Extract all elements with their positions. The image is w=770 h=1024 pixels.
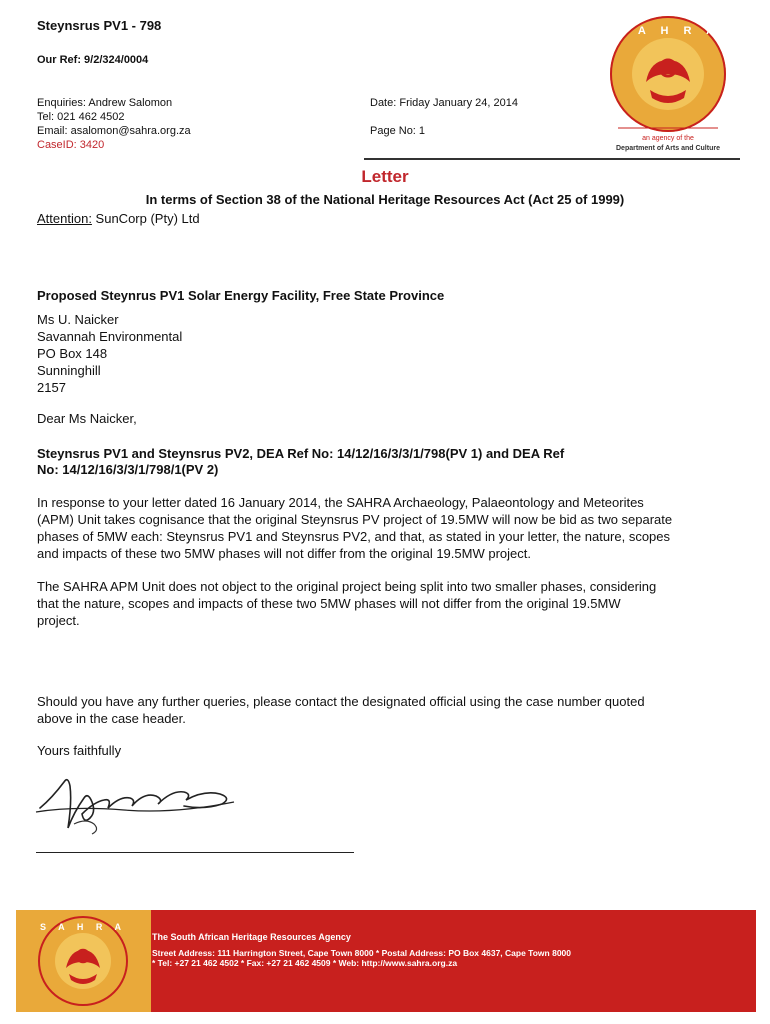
salutation: Dear Ms Naicker, <box>37 411 137 426</box>
logo-agency-line2: Department of Arts and Culture <box>616 145 720 152</box>
subject-line: Proposed Steynrus PV1 Solar Energy Facility, Free State Province <box>37 288 445 303</box>
footer-logo-letters: S A H R A <box>39 922 127 932</box>
telephone: Tel: 021 462 4502 <box>37 111 125 123</box>
signature <box>34 768 244 842</box>
address-line: PO Box 148 <box>37 346 108 361</box>
attention-line <box>37 211 200 227</box>
footer-contact: * Tel: +27 21 462 4502 * Fax: +27 21 462 4509 * Web: http://www.sahra.org.za <box>152 958 458 968</box>
recipient-address <box>37 311 182 396</box>
attention-value: SunCorp (Pty) Ltd <box>91 211 200 226</box>
header-divider <box>364 158 740 160</box>
footer-logo <box>16 910 151 1012</box>
paragraph-line: and impacts of these two 5MW phases will not differ from the original 19.5MW project. <box>37 546 531 561</box>
attention-label: Attention: <box>37 211 92 226</box>
paragraph-line: The SAHRA APM Unit does not object to the original project being split into two smaller phases, considering <box>37 579 657 594</box>
letter-heading: Letter <box>361 167 409 186</box>
paragraph-2 <box>37 578 656 629</box>
signature-icon <box>34 768 244 842</box>
address-line: 2157 <box>37 380 66 395</box>
enquiries: Enquiries: Andrew Salomon <box>37 97 173 109</box>
reference-line-2: No: 14/12/16/3/3/1/798/1(PV 2) <box>37 462 219 477</box>
email: Email: asalomon@sahra.org.za <box>37 125 191 137</box>
footer-agency: The South African Heritage Resources Agency <box>152 932 351 942</box>
reference-line-1: Steynsrus PV1 and Steynsrus PV2, DEA Ref No: 14/12/16/3/3/1/798(PV 1) and DEA Ref <box>37 446 565 461</box>
footer-sahra-logo-icon <box>16 910 151 1012</box>
page-number: Page No: 1 <box>370 125 426 137</box>
paragraph-3 <box>37 693 645 727</box>
document-title: Steynsrus PV1 - 798 <box>37 18 162 33</box>
footer-address: Street Address: 111 Harrington Street, Cape Town 8000 * Postal Address: PO Box 4637, Cape Town 8000 <box>152 948 572 958</box>
paragraph-line: In response to your letter dated 16 January 2014, the SAHRA Archaeology, Palaeontology and Meteorites <box>37 495 644 510</box>
address-line: Ms U. Naicker <box>37 312 119 327</box>
logo-letters: S A H R A <box>615 25 721 37</box>
case-id: CaseID: 3420 <box>37 139 105 151</box>
address-line: Sunninghill <box>37 363 101 378</box>
closing: Yours faithfully <box>37 743 122 758</box>
signature-line <box>36 852 354 853</box>
logo-agency-line1: an agency of the <box>642 135 694 142</box>
paragraph-line: Should you have any further queries, please contact the designated official using the case number quoted <box>37 694 645 709</box>
paragraph-line: phases of 5MW each: Steynsrus PV1 and Steynsrus PV2, and that, as stated in your letter, the nature, scopes <box>37 529 671 544</box>
sahra-logo-icon <box>588 12 748 162</box>
paragraph-line: that the nature, scopes and impacts of these two 5MW phases will not differ from the original 19.5MW <box>37 596 621 611</box>
paragraph-1 <box>37 494 672 562</box>
act-reference: In terms of Section 38 of the National Heritage Resources Act (Act 25 of 1999) <box>145 192 625 207</box>
paragraph-line: project. <box>37 613 80 628</box>
address-line: Savannah Environmental <box>37 329 183 344</box>
our-ref: Our Ref: 9/2/324/0004 <box>37 54 149 66</box>
paragraph-line: above in the case header. <box>37 711 186 726</box>
paragraph-line: (APM) Unit takes cognisance that the original Steynsrus PV project of 19.5MW will now be bid as two separate <box>37 512 673 527</box>
sahra-logo <box>588 12 748 162</box>
footer-banner <box>16 910 756 1012</box>
letter-date: Date: Friday January 24, 2014 <box>370 97 518 109</box>
